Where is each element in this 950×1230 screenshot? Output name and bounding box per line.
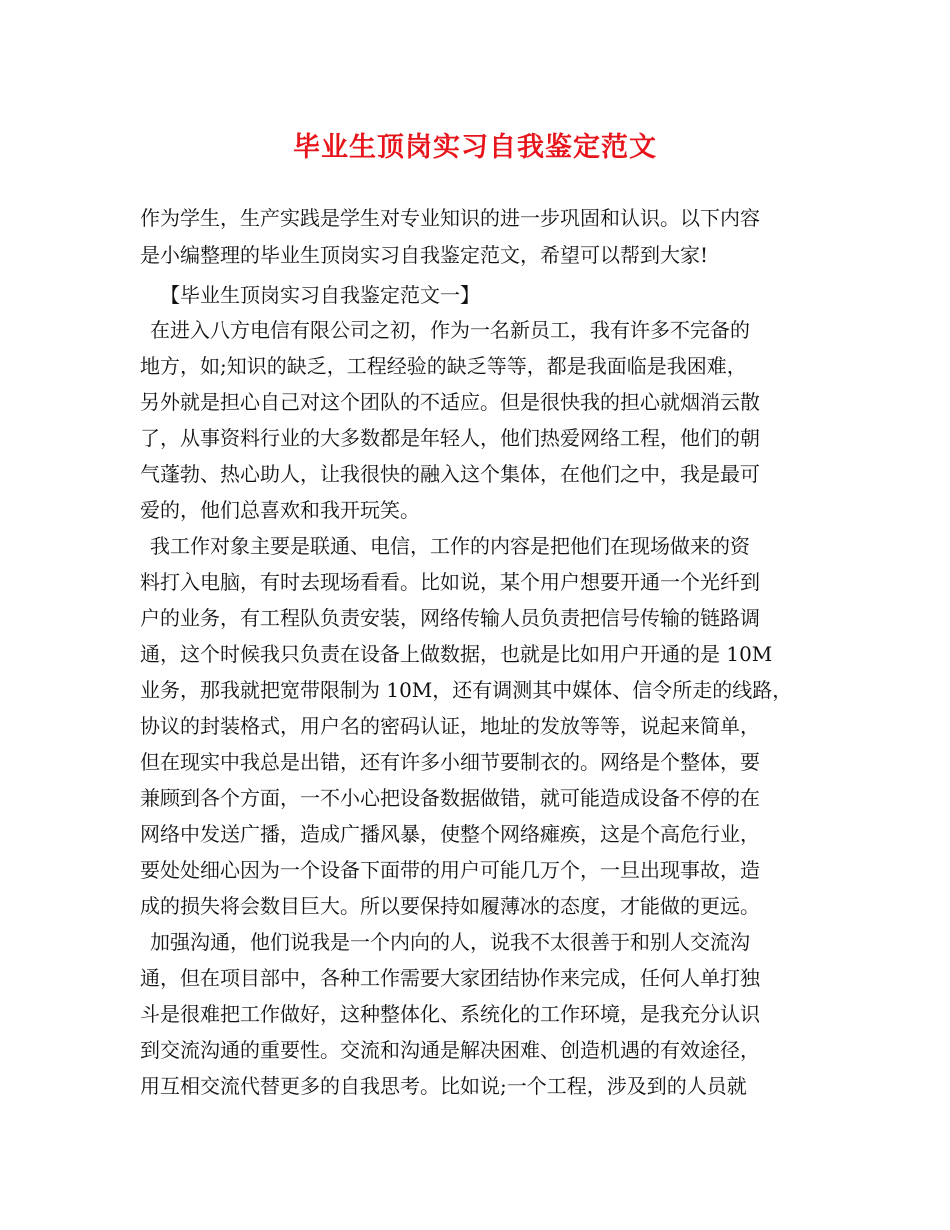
text-line: 气蓬勃、热心助人，让我很快的融入这个集体，在他们之中，我是最可	[140, 462, 760, 486]
text-line: 作为学生，生产实践是学生对专业知识的进一步巩固和认识。以下内容	[140, 206, 760, 230]
text-line: 要处处细心因为一个设备下面带的用户可能几万个，一旦出现事故，造	[140, 858, 760, 882]
text-line: 我工作对象主要是联通、电信，工作的内容是把他们在现场做来的资	[150, 534, 750, 558]
text-line: 成的损失将会数目巨大。所以要保持如履薄冰的态度，才能做的更远。	[140, 894, 760, 918]
text-line: 协议的封装格式，用户名的密码认证，地址的发放等等，说起来简单，	[140, 714, 760, 738]
text-line: 加强沟通，他们说我是一个内向的人，说我不太很善于和别人交流沟	[150, 930, 750, 954]
text-line: 了，从事资料行业的大多数都是年轻人，他们热爱网络工程，他们的朝	[140, 426, 760, 450]
text-line: 是小编整理的毕业生顶岗实习自我鉴定范文，希望可以帮到大家!	[140, 243, 709, 267]
text-line: 通，这个时候我只负责在设备上做数据，也就是比如用户开通的是 10M	[140, 642, 773, 666]
text-line: 爱的，他们总喜欢和我开玩笑。	[140, 498, 420, 522]
text-line: 但在现实中我总是出错，还有许多小细节要制衣的。网络是个整体，要	[140, 750, 760, 774]
document-title: 毕业生顶岗实习自我鉴定范文	[293, 132, 657, 163]
text-line: 兼顾到各个方面，一不小心把设备数据做错，就可能造成设备不停的在	[140, 786, 760, 810]
text-line: 用互相交流代替更多的自我思考。比如说;一个工程，涉及到的人员就	[140, 1074, 747, 1098]
text-line: 斗是很难把工作做好，这种整体化、系统化的工作环境，是我充分认识	[140, 1002, 760, 1026]
text-line: 料打入电脑，有时去现场看看。比如说，某个用户想要开通一个光纤到	[140, 570, 760, 594]
text-line: 另外就是担心自己对这个团队的不适应。但是很快我的担心就烟消云散	[140, 390, 760, 414]
text-line: 地方，如;知识的缺乏，工程经验的缺乏等等，都是我面临是我困难，	[140, 354, 747, 378]
text-line: 通，但在项目部中，各种工作需要大家团结协作来完成，任何人单打独	[140, 966, 760, 990]
text-line: 在进入八方电信有限公司之初，作为一名新员工，我有许多不完备的	[150, 318, 750, 342]
section-heading: 【毕业生顶岗实习自我鉴定范文一】	[160, 283, 480, 307]
text-line: 业务，那我就把宽带限制为 10M，还有调测其中媒体、信令所走的线路，	[140, 678, 793, 702]
text-line: 网络中发送广播，造成广播风暴，使整个网络瘫痪，这是个高危行业，	[140, 822, 760, 846]
text-line: 到交流沟通的重要性。交流和沟通是解决困难、创造机遇的有效途径，	[140, 1038, 760, 1062]
text-line: 户的业务，有工程队负责安装，网络传输人员负责把信号传输的链路调	[140, 606, 760, 630]
